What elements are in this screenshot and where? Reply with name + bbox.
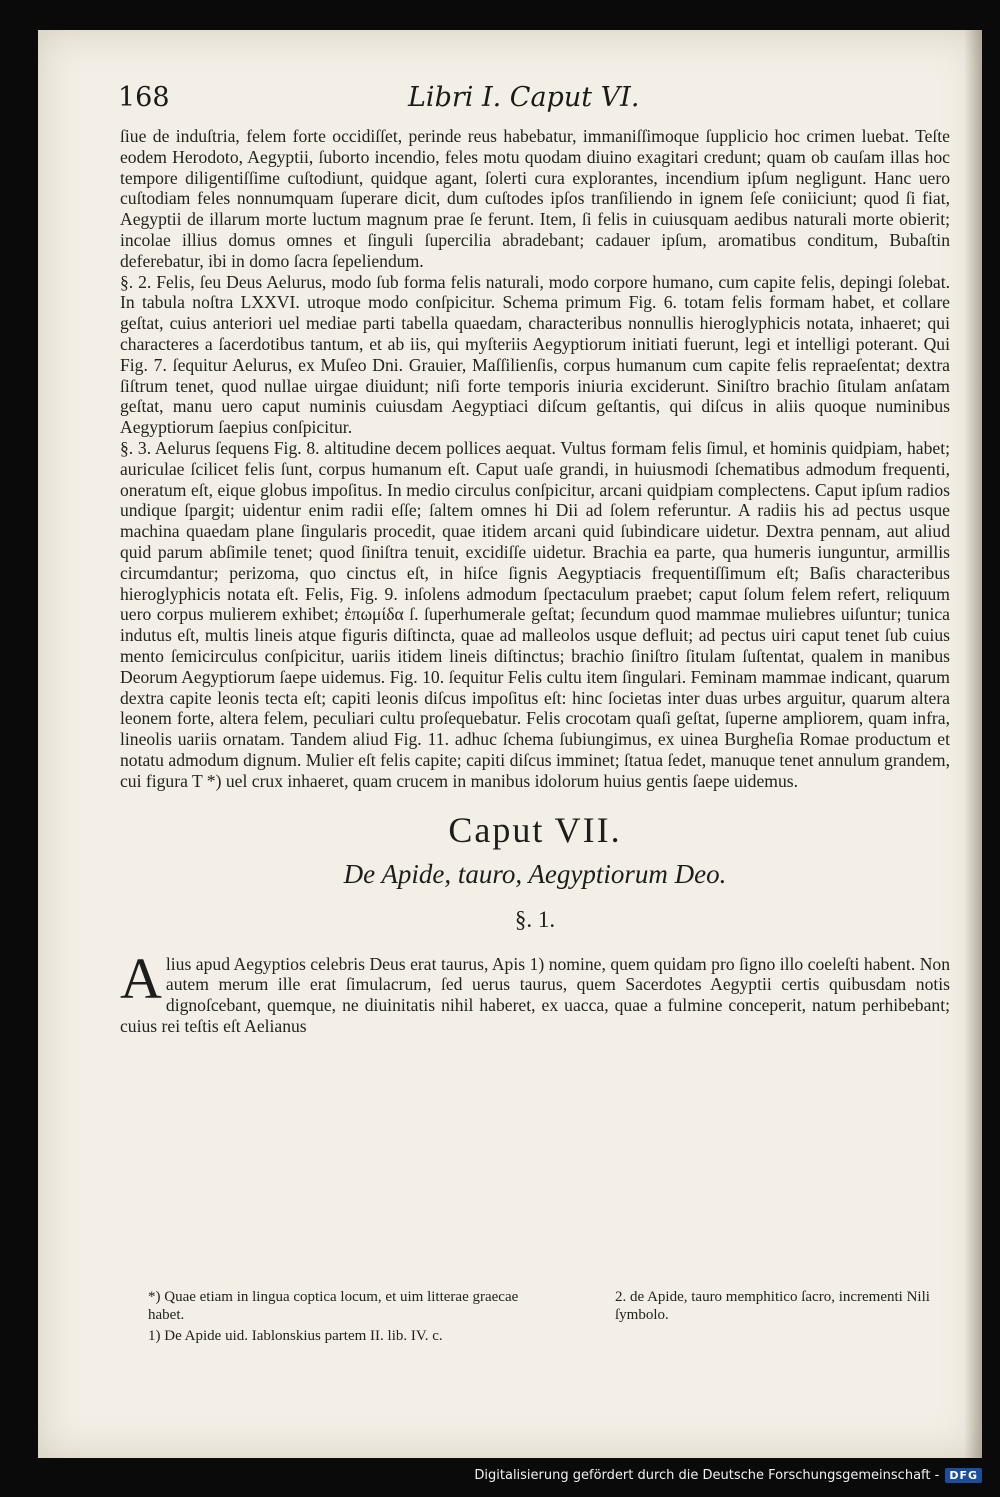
- footnote-2: 2. de Apide, tauro memphitico ſacro, incrementi Nili ſymbolo.: [615, 1289, 930, 1323]
- paragraph-4-text: lius apud Aegyptios celebris Deus erat taurus, Apis 1) nomine, quem quidam pro ſigno illo coeleſti habent. Non autem merum ille erat ſimulacrum, ſed uerus taurus, quem Sacerdotes Aegyptii certis quibusdam notis dignoſcebant, quemque, ne diuinitatis nihil haberet, ex uacca, quae a fulmine conceperit, natum perhibebant; cuius rei teſtis eſt Aelianus: [120, 953, 950, 1036]
- paragraph-1: ſiue de induſtria, felem forte occidiſſet, perinde reus habebatur, immaniſſimoque ſupplicio hoc crimen luebat. Teſte eodem Herodoto, Aegyptii, ſuborto incendio, feles motu quodam diuino exagitari credunt; quam ob cauſam illas hoc tempore diligentiſſime cuſtodiunt, quidque agant, ſolerti cura explorantes, incendium ipſum negligunt. Hanc uero cuſtodiam feles nonnumquam ſuperare dicit, dum cuſtodes ipſos tranſiliendo in ignem ſeſe coniiciunt; quod ſi fiat, Aegyptii de illarum morte luctum magnum prae ſe ferunt. Item, ſi felis in cuiusquam aedibus naturali morte obierit; incolae illius domus omnes et ſinguli ſupercilia abradebant; cadauer ipſum, aromatibus conditum, Bubaſtin deferebatur, ibi in domo ſacra ſepeliendum.: [120, 126, 950, 271]
- footnotes-right-column: [615, 1288, 975, 1327]
- chapter-title: Caput VII.: [448, 809, 622, 850]
- page-header: [118, 82, 958, 122]
- paragraph-4: [120, 945, 950, 1037]
- page-number: 168: [118, 82, 170, 113]
- paragraph-2: §. 2. Felis, ſeu Deus Aelurus, modo ſub forma felis naturali, modo corpore humano, cum capite felis, depingi ſolebat. In tabula noſtra LXXVI. utroque modo conſpicitur. Schema primum Fig. 6. totam felis formam habet, et collare geſtat, cuius anteriori uel mediae parti tabella quaedam, characteribus nonnullis hieroglyphicis notata, inhaeret; qui characteres a ſacerdotibus tantum, et ab iis, qui myſteriis Aegyptiorum initiati fuerunt, legi et intelligi poterant. Qui Fig. 7. ſequitur Aelurus, ex Muſeo Dni. Grauier, Maſſilienſis, corpus humanum cum capite felis repraeſentat; dextra ſiſtrum tenet, quod nullae uirgae diuidunt; niſi forte temporis iniuria exciderunt. Siniſtro brachio ſitulam anſatam geſtat, manu uero caput numinis cuiusdam Aegyptiaci diſcum geſtantis, qui diſcus in aliis quoque numinibus Aegyptiorum ſaepius conſpicitur.: [120, 271, 950, 438]
- page-body: [120, 126, 950, 1037]
- dfg-logo: DFG: [945, 1468, 982, 1483]
- drop-cap: A: [120, 945, 162, 1011]
- banner-text: Digitalisierung gefördert durch die Deutsche Forschungsgemeinschaft -: [474, 1467, 940, 1483]
- footnote-star: *) Quae etiam in lingua coptica locum, et uim litterae graecae habet.: [148, 1289, 519, 1323]
- section-mark: §. 1.: [514, 906, 556, 932]
- page-spine-shadow: [964, 30, 982, 1458]
- footnote-1: 1) De Apide uid. Iablonskius partem II. lib. IV. c.: [148, 1328, 443, 1344]
- digitization-banner: [474, 1465, 982, 1485]
- paragraph-3: §. 3. Aelurus ſequens Fig. 8. altitudine decem pollices aequat. Vultus formam felis ſimul, et hominis quidpiam, habet; auriculae ſcilicet felis ſunt, corpus humanum eſt. Caput uaſe grandi, in huiusmodi ſchematibus admodum frequenti, oneratum eſt, eique globus impoſitus. In medio circulus conſpicitur, arcani quidpiam complectens. Caput ipſum radios undique ſpargit; uidentur enim radii eſſe; ſaltem omnes hi Dii ad ſolem referuntur. A radiis his ad pectus usque machina quaedam plane ſingularis procedit, quae itidem arcani quid ſubindicare uidetur. Dextra pennam, aut aliud quid parum abſimile tenet; quod ſiniſtra tenuit, excidiſſe uidetur. Brachia ea parte, qua humeris iunguntur, armillis circumdantur; perizoma, quo cinctus eſt, in hiſce ſignis Aegyptiacis frequentiſſimum eſt; Baſis characteribus hieroglyphicis notata eſt. Felis, Fig. 9. inſolens admodum ſpectaculum praebet; caput ſolum felem refert, reliquum uero corpus mulierem exhibet; ἐπωμίδα ſ. ſuperhumerale geſtat; ſecundum quod mammae muliebres uiſuntur; tunica indutus eſt, multis lineis atque figuris diſtincta, quae ad malleolos usque defluit; ad pectus uiri caput tenet ſub cuius mento ſemicirculus conſpicitur, uariis itidem lineis diſtinctus; brachio ſiniſtro ſitulam ſuſtentat, qualem in manibus Deorum Aegyptiorum ſaepe uidemus. Fig. 10. ſequitur Felis cultu item ſingulari. Feminam mammae indicant, quarum dextra capite leonis tecta eſt; capiti leonis diſcus impoſitus eſt: hinc ſocietas inter duas urbes arguitur, quarum altera leonem forte, altera felem, peculiari cultu proſequebatur. Felis crocotam quaſi geſtat, ſuperne ampliorem, quam infra, lineolis uariis ornatam. Tandem aliud Fig. 11. adhuc ſchema ſubiungimus, ex uinea Burgheſia Romae productum et notatu admodum dignum. Mulier eſt felis capite; capiti diſcus imminet; ſtatua ſedet, manuque tenet annulum grandem, cui figura T *) uel crux inhaeret, quam crucem in manibus idolorum huius gentis ſaepe uidemus.: [120, 437, 950, 791]
- chapter-subtitle: De Apide, tauro, Aegyptiorum Deo.: [343, 858, 727, 889]
- book-page: [38, 30, 982, 1458]
- running-title: Libri I. Caput VI.: [408, 82, 640, 113]
- footnotes-left-column: [148, 1288, 548, 1348]
